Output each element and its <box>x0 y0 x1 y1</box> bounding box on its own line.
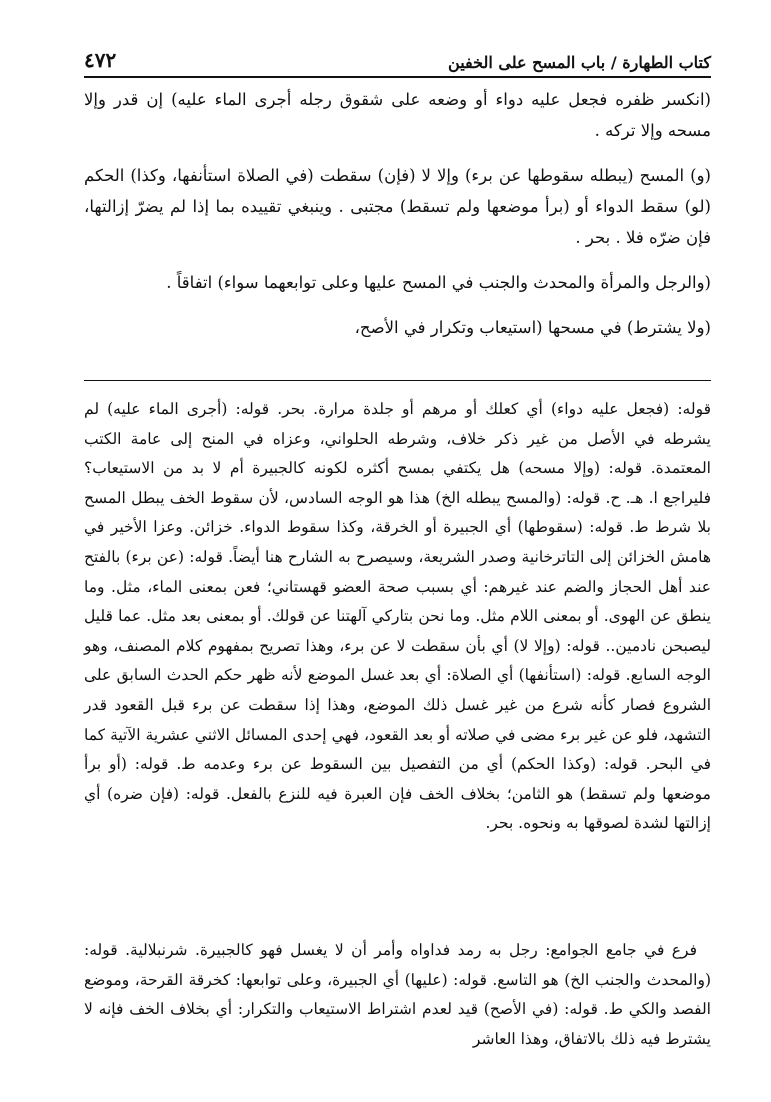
running-title: كتاب الطهارة / باب المسح على الخفين <box>448 53 711 72</box>
matn-paragraph: (و) المسح (يبطله سقوطها عن برء) وإلا لا (فإن) سقطت (في الصلاة استأنفها، وكذا) الحكم (لو) سقط الدواء أو (برأ موضعها ولم تسقط) مجتبى . وينبغي تقييده بما إذا لم يضرّ إزالتها، فإن ضرّه فلا . بحر . <box>84 166 711 247</box>
main-text <box>84 84 711 357</box>
matn-paragraph: (والرجل والمرأة والمحدث والجنب في المسح عليها وعلى توابعهما سواء) اتفاقاً . <box>166 273 711 292</box>
subsidiary-issue <box>84 936 711 1054</box>
page-number: ٤٧٢ <box>84 48 117 72</box>
commentary-text <box>84 395 711 839</box>
page-header <box>84 44 711 78</box>
matn-paragraph: (ولا يشترط) في مسحها (استيعاب وتكرار في الأصح، <box>354 318 711 337</box>
divider-line <box>84 380 711 381</box>
matn-paragraph: (انكسر ظفره فجعل عليه دواء أو وضعه على شقوق رجله أجرى الماء عليه) إن قدر وإلا مسحه وإلا تركه . <box>84 90 711 140</box>
commentary-paragraph: قوله: (فجعل عليه دواء) أي كعلك أو مرهم أو جلدة مرارة. بحر. قوله: (أجرى الماء عليه) لم يشرطه في الأصل من غير ذكر خلاف، وشرطه الحلواني، وعزاه في المنح إلى عامة الكتب المعتمدة. قوله: (وإلا مسحه) هل يكتفي بمسح أكثره لكونه كالجبيرة أم لا بد من الاستيعاب؟ فليراجع ا. هـ. ح. قوله: (والمسح يبطله الخ) هذا هو الوجه السادس، لأن سقوط الخف يبطل المسح بلا شرط ط. قوله: (سقوطها) أي الجبيرة أو الخرقة، وكذا سقوط الدواء. خزائن. وعزا الأخير في هامش الخزائن إلى التاترخانية وصدر الشريعة، وسيصرح به الشارح هنا أيضاً. قوله: (عن برء) بالفتح عند أهل الحجاز والضم عند غيرهم: أي بسبب صحة العضو قهستاني؛ فعن بمعنى الماء، مثل. وما ينطق عن الهوى. أو بمعنى اللام مثل. وما نحن بتاركي آلهتنا عن قولك. أو بمعنى بعد مثل. عما قليل ليصبحن نادمين.. قوله: (وإلا لا) أي بأن سقطت لا عن برء، وهذا تصريح بمفهوم كلام المصنف، وهو الوجه السابع. قوله: (استأنفها) أي الصلاة: أي بعد غسل الموضع لأنه ظهر حكم الحدث السابق على الشروع فصار كأنه شرع من غير غسل ذلك الموضع، وهذا إذا سقطت عن برء قبل القعود قدر التشهد، فلو عن غير برء مضى في صلاته أو بعد القعود، فهي إحدى المسائل الاثني عشرية الآتية كما في البحر. قوله: (وكذا الحكم) أي من التفصيل بين السقوط عن برء وعدمه ط. قوله: (أو برأ موضعها ولم تسقط) هو الثامن؛ بخلاف الخف فإن العبرة فيه للنزع بالفعل. قوله: (فإن ضره) أي إزالتها لشدة لصوقها به ونحوه. بحر. <box>84 400 711 833</box>
far-paragraph: فرع في جامع الجوامع: رجل به رمد فداواه وأمر أن لا يغسل فهو كالجبيرة. شرنبلالية. قوله: (والمحدث والجنب الخ) هو التاسع. قوله: (عليها) أي الجبيرة، وعلى توابعها: كخرقة القرحة، وموضع الفصد والكي ط. قوله: (في الأصح) قيد لعدم اشتراط الاستيعاب والتكرار: أي بخلاف الخف فإنه لا يشترط فيه ذلك بالاتفاق، وهذا العاشر <box>84 941 711 1048</box>
